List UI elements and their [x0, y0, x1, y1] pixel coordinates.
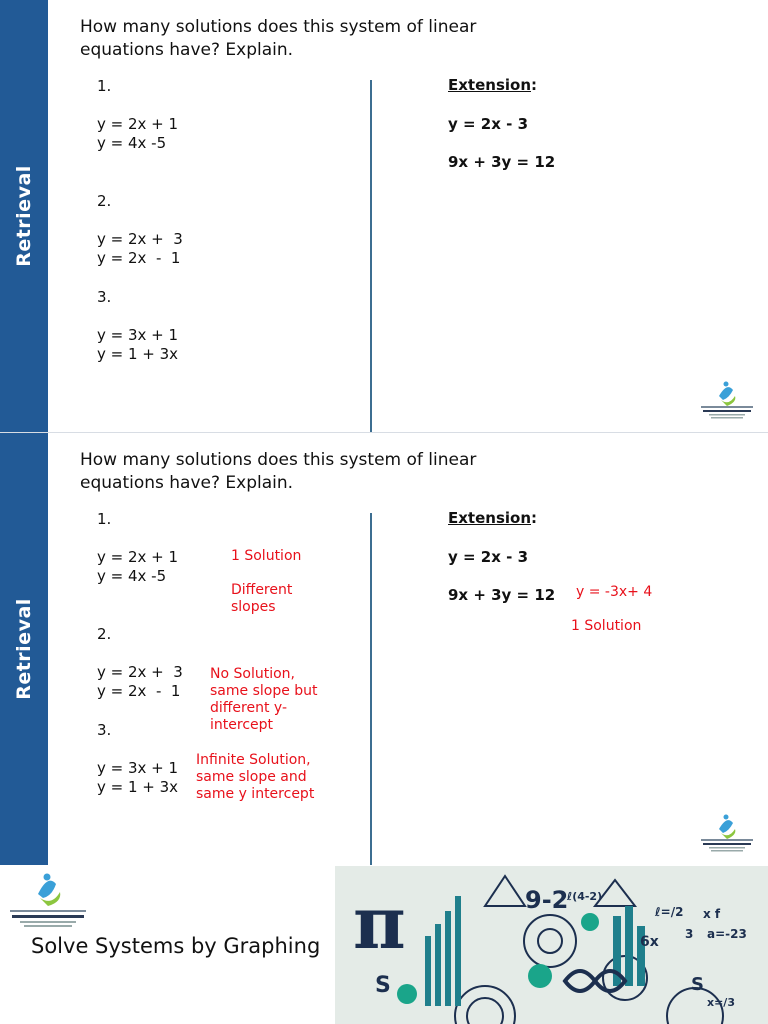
problem-number: 2.: [97, 192, 112, 210]
answer-note: Infinite Solution, same slope and same y intercept: [196, 752, 315, 802]
extension-equation: 9x + 3y = 12: [448, 586, 556, 604]
school-logo: [6, 870, 90, 928]
problem-equations: [97, 230, 183, 268]
extension-answer: y = -3x+ 4: [576, 584, 653, 600]
extension-heading: [448, 76, 537, 94]
side-band: [0, 433, 48, 865]
equation: y = 2x + 3: [97, 230, 183, 248]
equation: y = 2x - 1: [97, 682, 181, 700]
svg-text:3: 3: [685, 927, 694, 941]
question-text: How many solutions does this system of linear equations have? Explain.: [80, 450, 477, 493]
slide-retrieval-1: [0, 0, 768, 432]
extension-heading: [448, 509, 537, 527]
answer-note: No Solution, same slope but different y-intercept: [210, 666, 318, 733]
band-label: Retrieval: [13, 598, 35, 700]
svg-text:ℓ=/2: ℓ=/2: [655, 905, 684, 919]
problem-number: 3.: [97, 721, 112, 739]
equation: y = 2x - 1: [97, 249, 181, 267]
problem-equations: [97, 759, 178, 797]
extension-title: Extension: [448, 76, 531, 94]
svg-text:ℓ(4-2): ℓ(4-2): [567, 890, 603, 903]
extension-equation: y = 2x - 3: [448, 548, 529, 566]
svg-text:x=/3: x=/3: [707, 996, 735, 1009]
extension-equation: y = 2x - 3: [448, 115, 529, 133]
school-logo: [697, 378, 757, 422]
equation: y = 4x -5: [97, 567, 167, 585]
equation: y = 1 + 3x: [97, 778, 179, 796]
extension-colon: :: [531, 509, 537, 527]
math-collage-image: [335, 866, 768, 1024]
equation: y = 1 + 3x: [97, 345, 179, 363]
answer-note: 1 Solution: [231, 548, 302, 564]
equation: y = 2x + 1: [97, 548, 179, 566]
problem-number: 3.: [97, 288, 112, 306]
extension-answer: 1 Solution: [571, 618, 642, 634]
problem-number: 1.: [97, 77, 112, 95]
question-text: How many solutions does this system of linear equations have? Explain.: [80, 17, 477, 60]
slide-retrieval-2: [0, 433, 768, 865]
svg-text:x f: x f: [703, 907, 721, 921]
answer-note: Different slopes: [231, 582, 293, 615]
column-divider: [370, 80, 372, 432]
svg-text:S: S: [375, 973, 391, 998]
problem-equations: [97, 326, 178, 364]
side-band: [0, 0, 48, 432]
problem-number: 1.: [97, 510, 112, 528]
svg-text:S: S: [691, 974, 704, 995]
equation: y = 2x + 3: [97, 663, 183, 681]
equation: y = 3x + 1: [97, 759, 179, 777]
problem-equations: [97, 663, 183, 701]
svg-text:π: π: [353, 880, 406, 965]
band-label: Retrieval: [13, 165, 35, 267]
equation: y = 3x + 1: [97, 326, 179, 344]
svg-text:a=-23: a=-23: [707, 927, 747, 941]
slide-title-text: Solve Systems by Graphing: [31, 934, 321, 958]
problem-equations: [97, 115, 178, 153]
slide-title: [0, 866, 768, 1024]
svg-text:9-2: 9-2: [525, 886, 569, 914]
school-logo: [697, 811, 757, 855]
equation: y = 4x -5: [97, 134, 167, 152]
problem-equations: [97, 548, 178, 586]
column-divider: [370, 513, 372, 865]
equation: y = 2x + 1: [97, 115, 179, 133]
extension-colon: :: [531, 76, 537, 94]
extension-equation: 9x + 3y = 12: [448, 153, 556, 171]
svg-text:6x: 6x: [640, 934, 659, 950]
extension-title: Extension: [448, 509, 531, 527]
problem-number: 2.: [97, 625, 112, 643]
